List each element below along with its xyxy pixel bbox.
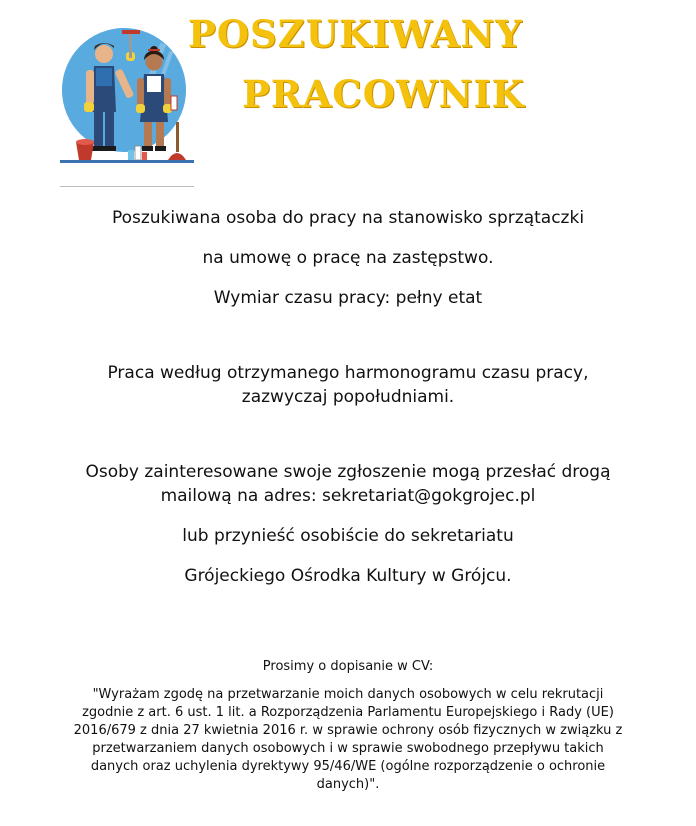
institution-name: Grójeckiego Ośrodka Kultury w Grójcu. [184, 566, 512, 586]
posting-body [0, 198, 696, 794]
position-text: Poszukiwana osoba do pracy na stanowisko sprzątaczki [111, 208, 585, 228]
application-text: Osoby zainteresowane swoje zgłoszenie mogą przesłać drogą [85, 462, 611, 482]
page-title [188, 4, 525, 124]
schedule-text-cont: zazwyczaj popołudniami. [241, 387, 455, 407]
title-line-1: POSZUKIWANY [188, 12, 523, 56]
cv-request-text: Prosimy o dopisanie w CV: [262, 659, 434, 674]
email-text: mailową na adres: sekretariat@gokgrojec.pl [160, 486, 536, 506]
working-time-text: Wymiar czasu pracy: pełny etat [213, 288, 483, 308]
contract-text: na umowę o pracę na zastępstwo. [202, 248, 494, 268]
in-person-text: lub przynieść osobiście do sekretariatu [182, 526, 514, 546]
gdpr-clause: "Wyrażam zgodę na przetwarzanie moich danych osobowych w celu rekrutacji zgodnie z art. 6 ust. 1 lit. a Rozporządzenia Parlamentu Europejskiego i Rady (UE) 2016/679 z dnia 27 kwietnia 2016 r. w sprawie ochrony osób fizycznych w związku z przetwarzaniem danych osobowych i w sprawie swobodnego przepływu takich danych oraz uchylenia dyrektywy 95/46/WE (ogólne rozporządzenie o ochronie danych)". [73, 687, 623, 792]
cleaners-illustration-icon [54, 12, 200, 192]
schedule-text: Praca według otrzymanego harmonogramu czasu pracy, [107, 363, 589, 383]
title-line-2: PRACOWNIK [242, 72, 525, 116]
